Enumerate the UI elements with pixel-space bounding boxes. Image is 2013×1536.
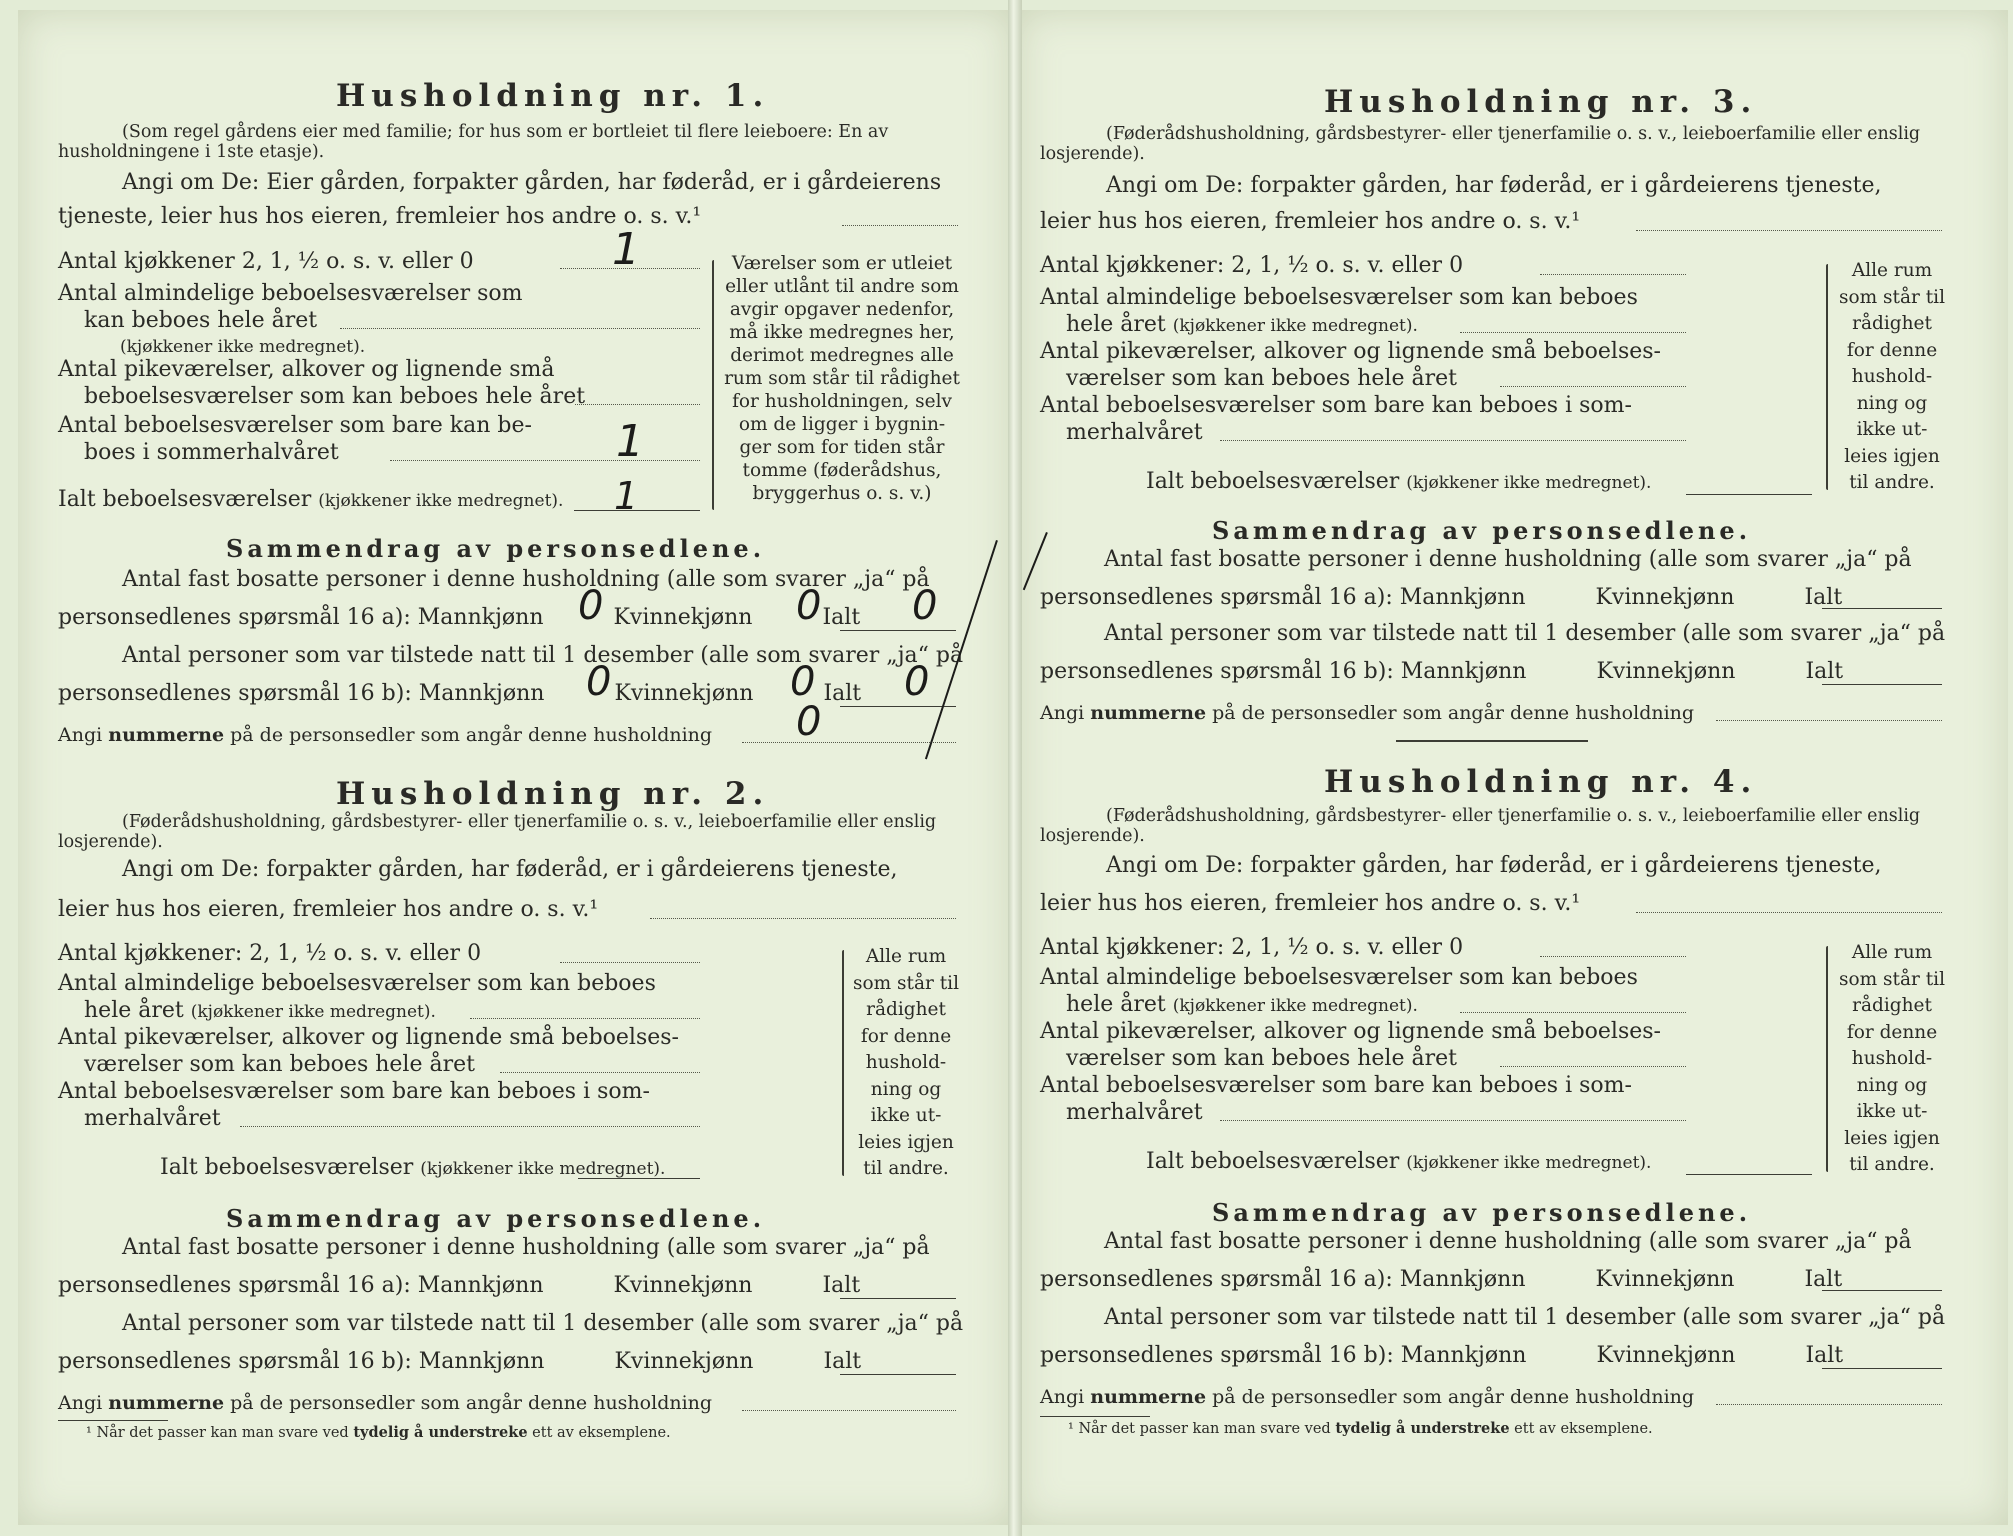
answer-line <box>840 1374 956 1375</box>
h1-regular-rooms-label-1: Antal almindelige beboelsesværelser som <box>58 281 523 306</box>
answer-line <box>1686 1174 1812 1175</box>
h4-summary-title: Sammendrag av personsedlene. <box>1212 1198 1752 1227</box>
dotted-leader <box>742 1410 956 1411</box>
h1-summer-rooms-handwritten: 1 <box>616 416 644 467</box>
h1-s2-total-handwritten: 0 <box>904 659 930 705</box>
answer-line <box>1822 684 1942 685</box>
h3-s1-line1: Antal fast bosatte personer i denne husholdning (alle som svarer „ja“ på <box>1104 547 1912 572</box>
household-4-title: Husholdning nr. 4. <box>1324 764 1758 800</box>
dotted-leader <box>1500 386 1686 387</box>
h2-small-rooms-label-1: Antal pikeværelser, alkover og lignende små beboelses- <box>58 1025 679 1050</box>
dotted-leader <box>500 1072 700 1073</box>
h3-small-rooms-label-1: Antal pikeværelser, alkover og lignende små beboelses- <box>1040 339 1661 364</box>
dotted-leader <box>1220 1120 1686 1121</box>
h4-numbers-label: Angi nummerne på de personsedler som angår denne husholdning <box>1040 1386 1695 1408</box>
h1-summer-rooms-label-1: Antal beboelsesværelser som bare kan be- <box>58 413 532 438</box>
h1-brace-note: Værelser som er utleiet eller utlånt til andre som avgir opgaver nedenfor, må ikke medregnes her, derimot medregnes alle rum som står til rådighet for husholdningen, selv om de ligger i bygnin- ger som for tiden står tomme (føderådshus, bryggerhus o. s. v.) <box>724 253 960 504</box>
brace <box>1826 946 1828 1172</box>
h2-summer-rooms-label-1: Antal beboelsesværelser som bare kan beboes i som- <box>58 1079 650 1104</box>
h3-total-rooms-label: Ialt beboelsesværelser (kjøkkener ikke medregnet). <box>1146 469 1652 494</box>
h4-s1-line2: personsedlenes spørsmål 16 a): Mannkjønn Kvinnekjønn Ialt <box>1040 1267 1843 1292</box>
h4-s1-line1: Antal fast bosatte personer i denne husholdning (alle som svarer „ja“ på <box>1104 1229 1912 1254</box>
dotted-leader <box>560 962 700 963</box>
household-1-angi: Angi om De: Eier gården, forpakter gården, har føderåd, er i gårdeierens tjeneste, leier hus hos eieren, fremleier hos andre o. s. v.¹ <box>58 170 942 229</box>
brace <box>842 950 844 1176</box>
h1-summer-rooms-label-2: boes i sommerhalvåret <box>84 440 339 465</box>
dotted-leader <box>1540 274 1686 275</box>
left-footnote: ¹ Når det passer kan man svare ved tydelig å understreke ett av eksemplene. <box>86 1424 671 1441</box>
h1-small-rooms-label-2: beboelsesværelser som kan beboes hele året <box>84 384 586 409</box>
h2-regular-rooms-label-2: hele året (kjøkkener ikke medregnet). <box>84 998 436 1023</box>
household-1-note: (Som regel gårdens eier med familie; for hus som er bortleiet til flere leieboere: En av husholdningene i 1ste etasje). <box>58 122 889 162</box>
h1-s1-male-handwritten: 0 <box>578 583 604 629</box>
dotted-leader <box>340 328 700 329</box>
h4-total-rooms-label: Ialt beboelsesværelser (kjøkkener ikke medregnet). <box>1146 1149 1652 1174</box>
answer-line <box>1822 1368 1942 1369</box>
h2-numbers-label: Angi nummerne på de personsedler som angår denne husholdning <box>58 1392 713 1414</box>
h1-numbers-handwritten: 0 <box>796 699 822 745</box>
household-4-angi-1: Angi om De: forpakter gården, har føderåd, er i gårdeierens tjeneste, <box>1106 853 1882 878</box>
dotted-leader <box>240 1126 700 1127</box>
h1-s1-line1: Antal fast bosatte personer i denne husholdning (alle som svarer „ja“ på <box>122 567 930 592</box>
h2-total-rooms-label: Ialt beboelsesværelser (kjøkkener ikke medregnet). <box>160 1155 666 1180</box>
dotted-leader <box>1716 1404 1942 1405</box>
h3-small-rooms-label-2: værelser som kan beboes hele året <box>1066 366 1457 391</box>
h2-summer-rooms-label-2: merhalvåret <box>84 1106 221 1131</box>
h4-regular-rooms-label-2: hele året (kjøkkener ikke medregnet). <box>1066 992 1418 1017</box>
dotted-leader <box>742 742 956 743</box>
footnote-rule <box>58 1420 168 1421</box>
h2-s1-line1: Antal fast bosatte personer i denne husholdning (alle som svarer „ja“ på <box>122 1235 930 1260</box>
h3-regular-rooms-label-1: Antal almindelige beboelsesværelser som kan beboes <box>1040 285 1638 310</box>
h3-numbers-label: Angi nummerne på de personsedler som angår denne husholdning <box>1040 702 1695 724</box>
h3-brace-note: Alle rum som står til rådighet for denne hushold- ning og ikke ut- leies igjen til andre. <box>1838 260 1945 493</box>
household-3-angi-1: Angi om De: forpakter gården, har føderåd, er i gårdeierens tjeneste, <box>1106 173 1882 198</box>
h4-s2-line1: Antal personer som var tilstede natt til 1 desember (alle som svarer „ja“ på <box>1104 1305 1946 1330</box>
h4-brace-note: Alle rum som står til rådighet for denne hushold- ning og ikke ut- leies igjen til andre. <box>1838 942 1945 1175</box>
h3-s1-line2: personsedlenes spørsmål 16 a): Mannkjønn Kvinnekjønn Ialt <box>1040 585 1843 610</box>
household-2-note: (Føderådshusholdning, gårdsbestyrer- eller tjenerfamilie o. s. v., leieboerfamilie eller enslig losjerende). <box>58 812 937 852</box>
h4-summer-rooms-label-1: Antal beboelsesværelser som bare kan beboes i som- <box>1040 1073 1632 1098</box>
h1-s1-line2: personsedlenes spørsmål 16 a): Mannkjønn Kvinnekjønn Ialt <box>58 605 861 630</box>
h1-s2-female-handwritten: 0 <box>790 659 816 705</box>
h1-s2-line2: personsedlenes spørsmål 16 b): Mannkjønn Kvinnekjønn Ialt <box>58 681 862 706</box>
h3-kitchens-label: Antal kjøkkener: 2, 1, ½ o. s. v. eller 0 <box>1040 253 1464 278</box>
answer-line <box>578 1178 700 1179</box>
dotted-leader <box>842 225 958 226</box>
h1-s1-total-handwritten: 0 <box>912 583 938 629</box>
h4-small-rooms-label-1: Antal pikeværelser, alkover og lignende små beboelses- <box>1040 1019 1661 1044</box>
dotted-leader <box>1460 332 1686 333</box>
dotted-leader <box>650 918 956 919</box>
h1-kitchens-label: Antal kjøkkener 2, 1, ½ o. s. v. eller 0 <box>58 249 474 274</box>
answer-line <box>1686 494 1812 495</box>
brace <box>1826 264 1828 490</box>
answer-line <box>840 1298 956 1299</box>
h1-total-rooms-handwritten: 1 <box>614 474 639 518</box>
h2-s2-line2: personsedlenes spørsmål 16 b): Mannkjønn Kvinnekjønn Ialt <box>58 1349 862 1374</box>
right-footnote: ¹ Når det passer kan man svare ved tydelig å understreke ett av eksemplene. <box>1068 1420 1653 1437</box>
h1-s1-female-handwritten: 0 <box>796 583 822 629</box>
h1-regular-rooms-note: (kjøkkener ikke medregnet). <box>120 337 366 357</box>
h3-summer-rooms-label-2: merhalvåret <box>1066 420 1203 445</box>
h3-s2-line2: personsedlenes spørsmål 16 b): Mannkjønn Kvinnekjønn Ialt <box>1040 659 1844 684</box>
dotted-leader <box>1636 230 1942 231</box>
h2-s1-line2: personsedlenes spørsmål 16 a): Mannkjønn Kvinnekjønn Ialt <box>58 1273 861 1298</box>
h4-regular-rooms-label-1: Antal almindelige beboelsesværelser som kan beboes <box>1040 965 1638 990</box>
dotted-leader <box>1220 440 1686 441</box>
household-2-angi-2: leier hus hos eieren, fremleier hos andre o. s. v.¹ <box>58 897 599 922</box>
household-1-title: Husholdning nr. 1. <box>336 78 770 114</box>
household-3-title: Husholdning nr. 3. <box>1324 84 1758 120</box>
h3-summary-title: Sammendrag av personsedlene. <box>1212 516 1752 545</box>
h1-total-rooms-label: Ialt beboelsesværelser (kjøkkener ikke medregnet). <box>58 487 564 512</box>
answer-line <box>840 706 956 707</box>
h4-small-rooms-label-2: værelser som kan beboes hele året <box>1066 1046 1457 1071</box>
h2-summary-title: Sammendrag av personsedlene. <box>226 1204 766 1233</box>
h2-brace-note: Alle rum som står til rådighet for denne hushold- ning og ikke ut- leies igjen til andre. <box>852 946 959 1179</box>
h4-summer-rooms-label-2: merhalvåret <box>1066 1100 1203 1125</box>
page-fold <box>1008 0 1022 1536</box>
dotted-leader <box>1460 1012 1686 1013</box>
dotted-leader <box>1716 720 1942 721</box>
section-divider <box>1396 740 1588 742</box>
h4-kitchens-label: Antal kjøkkener: 2, 1, ½ o. s. v. eller 0 <box>1040 935 1464 960</box>
h2-kitchens-label: Antal kjøkkener: 2, 1, ½ o. s. v. eller 0 <box>58 941 482 966</box>
h2-regular-rooms-label-1: Antal almindelige beboelsesværelser som kan beboes <box>58 971 656 996</box>
h3-s2-line1: Antal personer som var tilstede natt til 1 desember (alle som svarer „ja“ på <box>1104 621 1946 646</box>
h1-s2-line1: Antal personer som var tilstede natt til 1 desember (alle som svarer „ja“ på <box>122 643 964 668</box>
household-3-note: (Føderådshusholdning, gårdsbestyrer- eller tjenerfamilie o. s. v., leieboerfamilie eller enslig losjerende). <box>1040 124 1921 164</box>
h3-summer-rooms-label-1: Antal beboelsesværelser som bare kan beboes i som- <box>1040 393 1632 418</box>
household-4-angi-2: leier hus hos eieren, fremleier hos andre o. s. v.¹ <box>1040 891 1581 916</box>
h1-summary-title: Sammendrag av personsedlene. <box>226 534 766 563</box>
dotted-leader <box>1540 956 1686 957</box>
household-2-title: Husholdning nr. 2. <box>336 776 770 812</box>
h3-regular-rooms-label-2: hele året (kjøkkener ikke medregnet). <box>1066 312 1418 337</box>
dotted-leader <box>1636 912 1942 913</box>
h1-kitchens-handwritten: 1 <box>612 224 640 275</box>
dotted-leader <box>390 460 700 461</box>
h2-small-rooms-label-2: værelser som kan beboes hele året <box>84 1052 475 1077</box>
h1-regular-rooms-label-2: kan beboes hele året <box>84 308 318 333</box>
household-4-note: (Føderådshusholdning, gårdsbestyrer- eller tjenerfamilie o. s. v., leieboerfamilie eller enslig losjerende). <box>1040 806 1921 846</box>
answer-line <box>1822 1290 1942 1291</box>
dotted-leader <box>575 404 700 405</box>
household-3-angi-2: leier hus hos eieren, fremleier hos andre o. s. v.¹ <box>1040 209 1581 234</box>
h1-s2-male-handwritten: 0 <box>586 659 612 705</box>
dotted-leader <box>1500 1066 1686 1067</box>
answer-line <box>840 630 956 631</box>
h1-numbers-label: Angi nummerne på de personsedler som angår denne husholdning <box>58 724 713 746</box>
dotted-leader <box>470 1018 700 1019</box>
footnote-rule <box>1040 1416 1150 1417</box>
h4-s2-line2: personsedlenes spørsmål 16 b): Mannkjønn Kvinnekjønn Ialt <box>1040 1343 1844 1368</box>
h2-s2-line1: Antal personer som var tilstede natt til 1 desember (alle som svarer „ja“ på <box>122 1311 964 1336</box>
brace <box>712 260 714 510</box>
answer-line <box>1822 608 1942 609</box>
h1-small-rooms-label-1: Antal pikeværelser, alkover og lignende små <box>58 357 555 382</box>
household-2-angi-1: Angi om De: forpakter gården, har føderåd, er i gårdeierens tjeneste, <box>122 857 898 882</box>
